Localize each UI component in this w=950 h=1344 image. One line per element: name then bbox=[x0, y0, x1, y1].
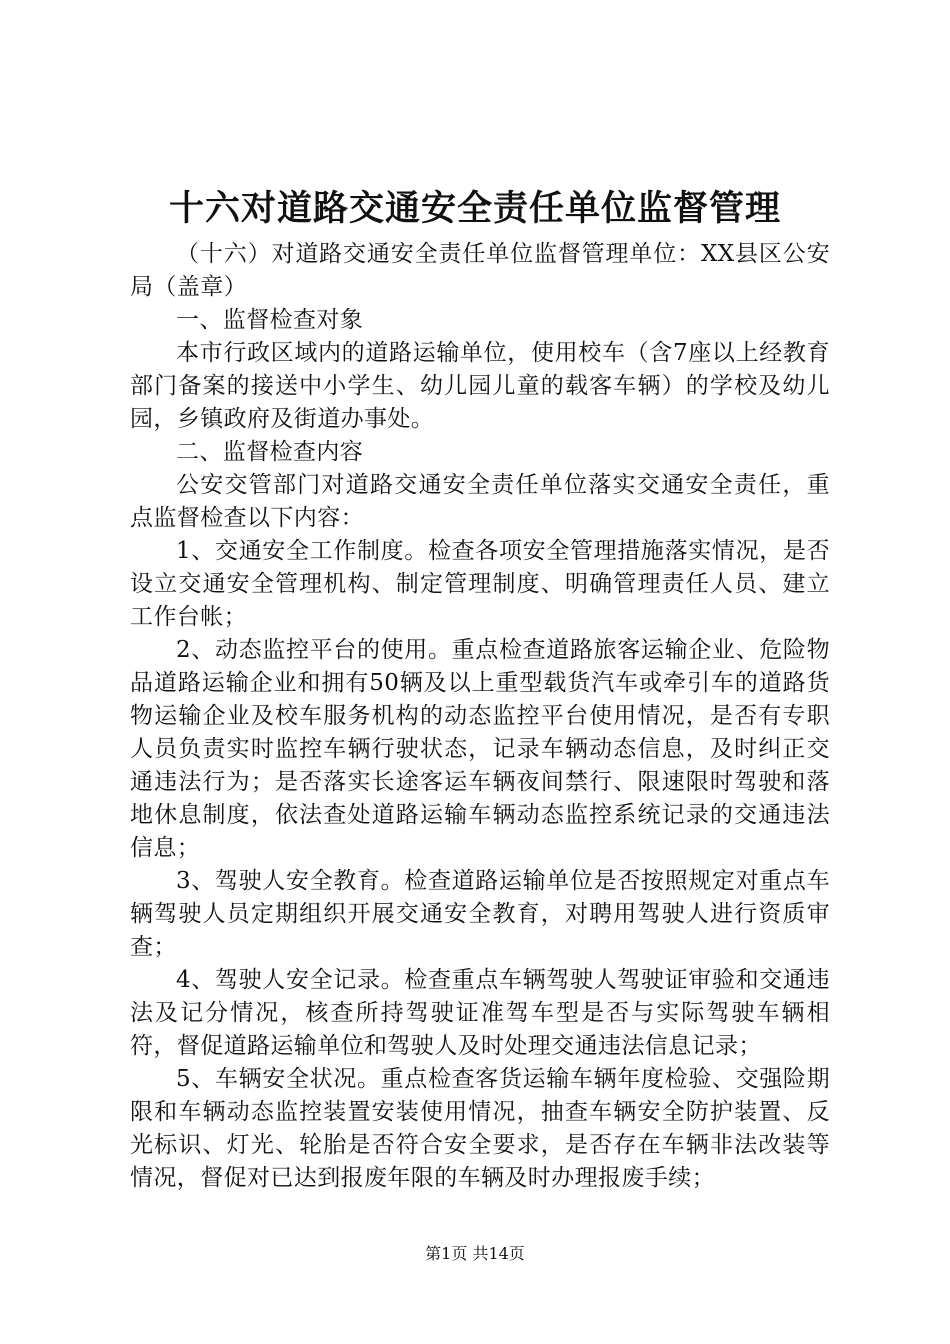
page-footer: 第1页 共14页 bbox=[425, 1244, 525, 1263]
paragraph-item-2: 2、动态监控平台的使用。重点检查道路旅客运输企业、危险物品道路运输企业和拥有50辆及以上重型载货汽车或牵引车的道路货物运输企业及校车服务机构的动态监控平台使用情况，是否有专职人员负责实时监控车辆行驶状态，记录车辆动态信息，及时纠正交通违法行为；是否落实长途客运车辆夜间禁行、限速限时驾驶和落地休息制度，依法查处道路运输车辆动态监控系统记录的交通违法信息； bbox=[130, 637, 830, 861]
document-body bbox=[130, 238, 830, 1195]
paragraph-item-1: 1、交通安全工作制度。检查各项安全管理措施落实情况，是否设立交通安全管理机构、制定管理制度、明确管理责任人员、建立工作台帐； bbox=[130, 538, 830, 630]
paragraph-item-3: 3、驾驶人安全教育。检查道路运输单位是否按照规定对重点车辆驾驶人员定期组织开展交通安全教育，对聘用驾驶人进行资质审查； bbox=[130, 868, 830, 960]
paragraph-targets: 本市行政区域内的道路运输单位，使用校车（含7座以上经教育部门备案的接送中小学生、幼儿园儿童的载客车辆）的学校及幼儿园，乡镇政府及街道办事处。 bbox=[130, 340, 830, 432]
paragraph-item-4: 4、驾驶人安全记录。检查重点车辆驾驶人驾驶证审验和交通违法及记分情况，核查所持驾驶证准驾车型是否与实际驾驶车辆相符，督促道路运输单位和驾驶人及时处理交通违法信息记录； bbox=[130, 967, 830, 1059]
section-heading-content: 二、监督检查内容 bbox=[176, 439, 364, 465]
paragraph-content-intro: 公安交管部门对道路交通安全责任单位落实交通安全责任，重点监督检查以下内容： bbox=[130, 472, 830, 531]
paragraph-item-5: 5、车辆安全状况。重点检查客货运输车辆年度检验、交强险期限和车辆动态监控装置安装使用情况，抽查车辆安全防护装置、反光标识、灯光、轮胎是否符合安全要求，是否存在车辆非法改装等情况，督促对已达到报废年限的车辆及时办理报废手续； bbox=[130, 1066, 830, 1191]
paragraph-unit: （十六）对道路交通安全责任单位监督管理单位：XX县区公安局（盖章） bbox=[130, 241, 830, 300]
section-heading-targets: 一、监督检查对象 bbox=[176, 307, 364, 333]
document-title: 十六对道路交通安全责任单位监督管理 bbox=[168, 189, 781, 229]
